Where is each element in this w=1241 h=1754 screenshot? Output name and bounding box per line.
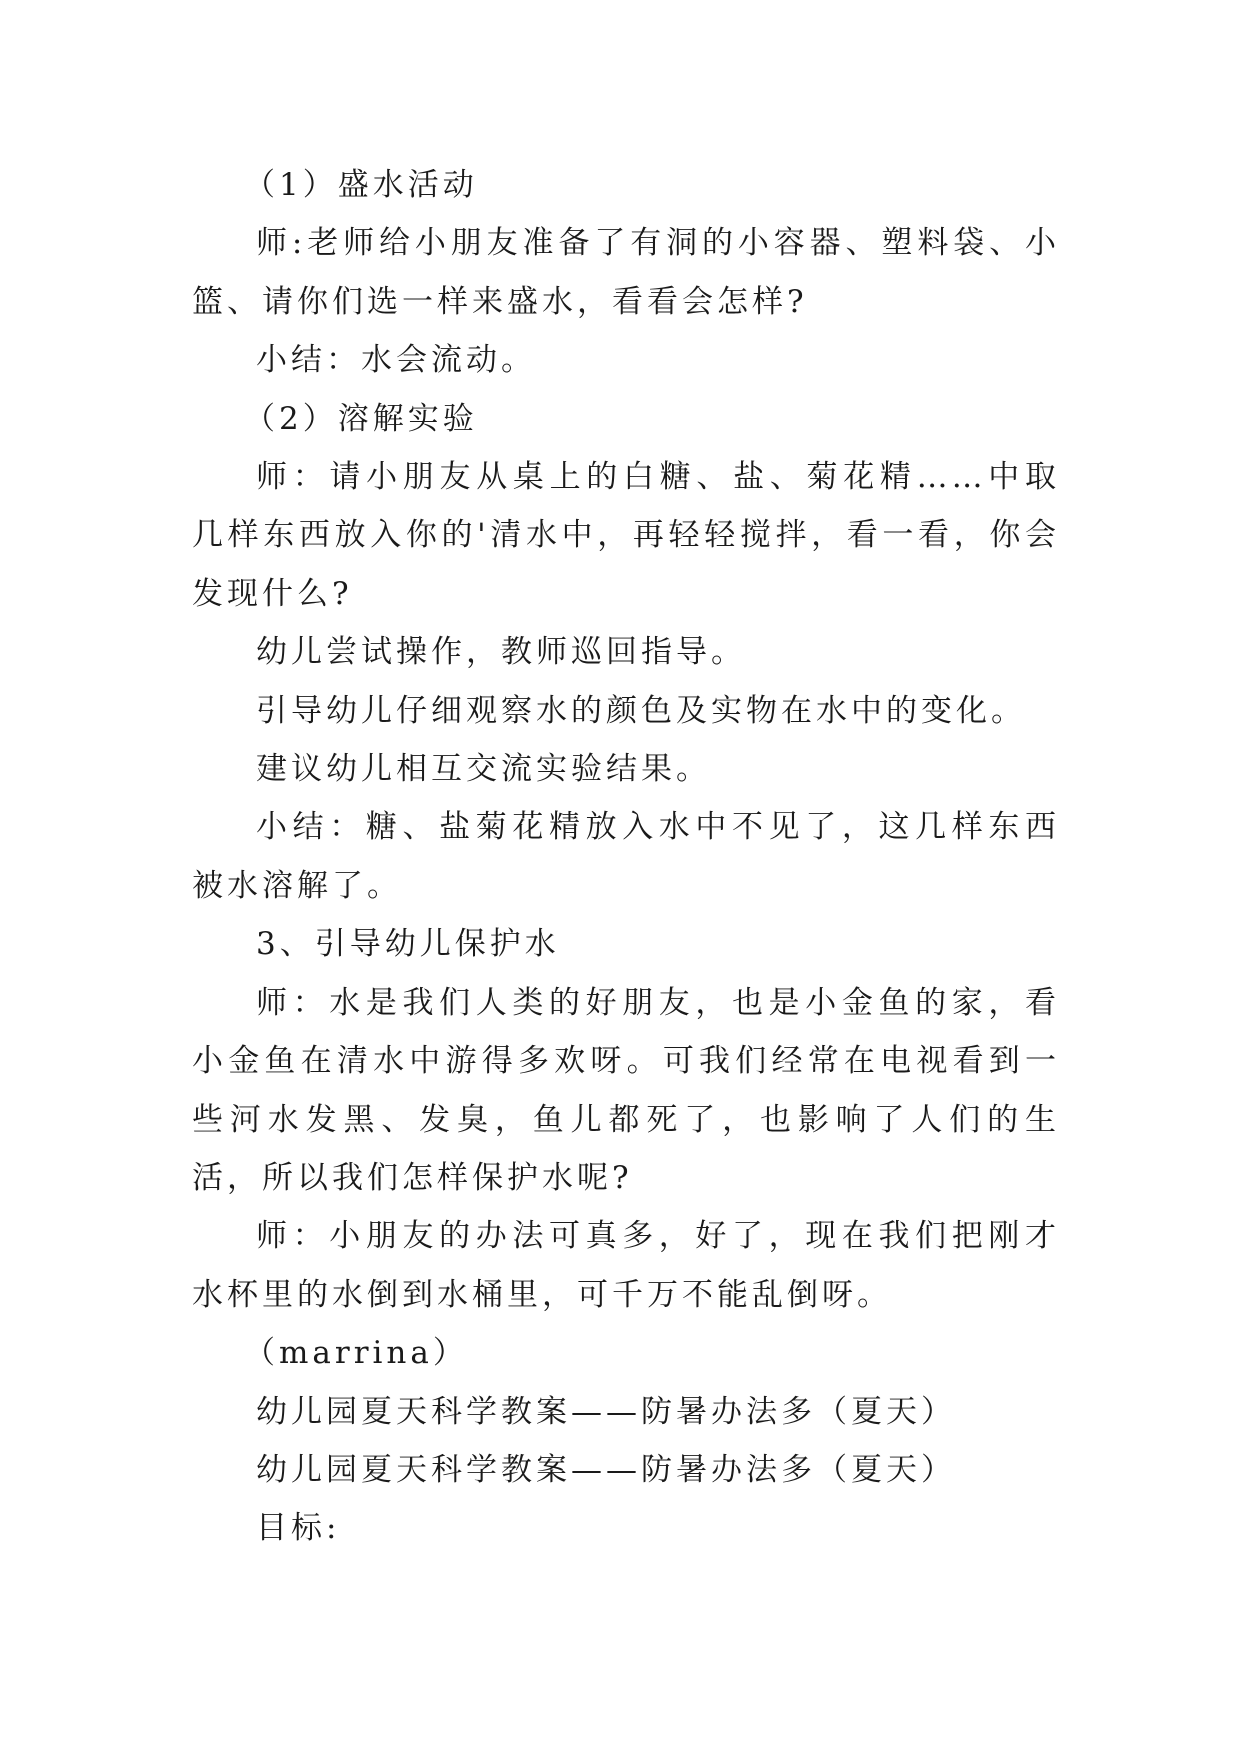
- paragraph-heading-water-holding: （1）盛水活动: [244, 167, 478, 203]
- document-body: [192, 156, 1060, 1558]
- paragraph-teacher-dissolve: 师：请小朋友从桌上的白糖、盐、菊花精……中取几样东西放入你的'清水中，再轻轻搅拌，看一看，你会发现什么?: [192, 459, 1060, 612]
- paragraph-heading-protect: 3、引导幼儿保护水: [256, 926, 560, 963]
- paragraph-children-try: 幼儿尝试操作，教师巡回指导。: [256, 634, 746, 671]
- paragraph-heading-dissolve: （2）溶解实验: [244, 400, 478, 437]
- paragraph-summary-dissolve: 小结：糖、盐菊花精放入水中不见了，这几样东西被水溶解了。: [192, 809, 1060, 904]
- paragraph-author: （marrina）: [244, 1335, 468, 1372]
- paragraph-teacher-protect: 师：水是我们人类的好朋友，也是小金鱼的家，看小金鱼在清水中游得多欢呀。可我们经常在电视看到一些河水发黑、发臭，鱼儿都死了，也影响了人们的生活，所以我们怎样保护水呢?: [192, 984, 1060, 1196]
- paragraph-teacher-containers: 师:老师给小朋友准备了有洞的小容器、塑料袋、小篮、请你们选一样来盛水，看看会怎样?: [192, 225, 1060, 320]
- paragraph-goal: 目标:: [256, 1510, 341, 1547]
- paragraph-exchange: 建议幼儿相互交流实验结果。: [256, 751, 711, 788]
- paragraph-title-1: 幼儿园夏天科学教案——防暑办法多（夏天）: [256, 1393, 956, 1430]
- paragraph-observe: 引导幼儿仔细观察水的颜色及实物在水中的变化。: [256, 692, 1026, 729]
- paragraph-summary-flow: 小结：水会流动。: [256, 342, 536, 379]
- paragraph-teacher-pour: 师：小朋友的办法可真多，好了，现在我们把刚才水杯里的水倒到水桶里，可千万不能乱倒呀。: [192, 1218, 1060, 1313]
- paragraph-title-2: 幼儿园夏天科学教案——防暑办法多（夏天）: [256, 1451, 956, 1488]
